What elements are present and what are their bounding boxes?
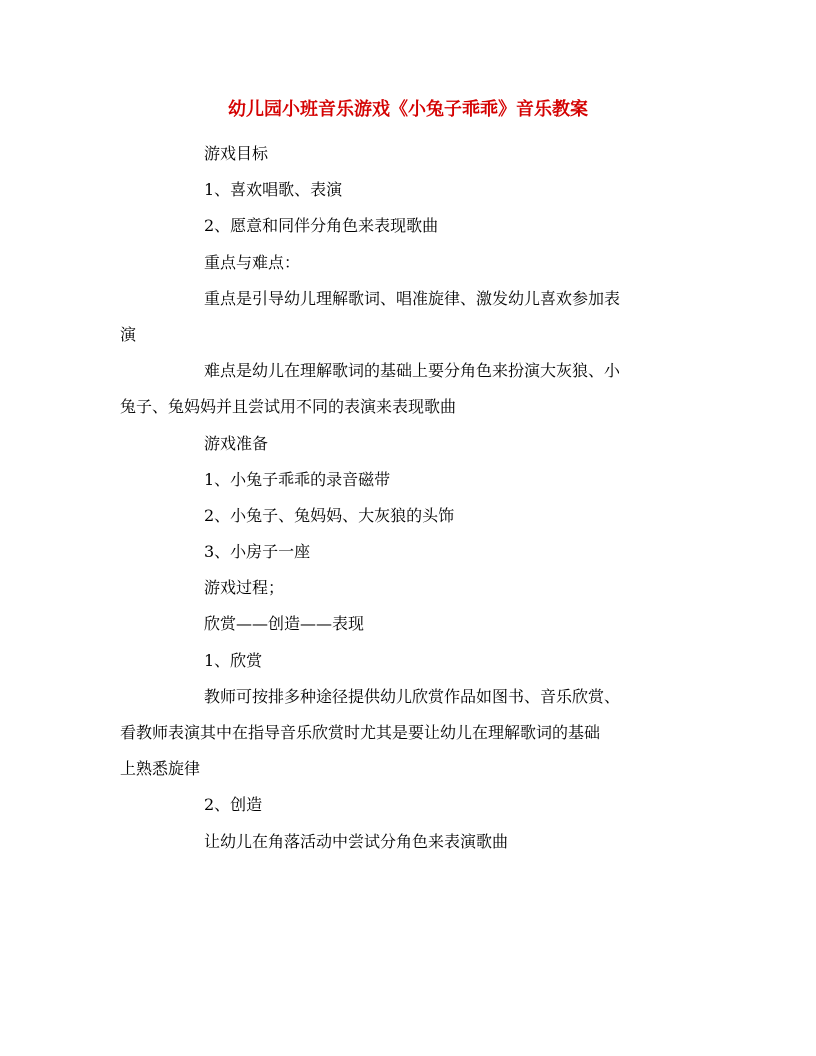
document-body <box>120 136 696 860</box>
document-title: 幼儿园小班音乐游戏《小兔子乖乖》音乐教案 <box>228 99 588 120</box>
body-line: 2、创造 <box>204 795 263 815</box>
body-line: 欣赏——创造——表现 <box>204 614 365 634</box>
body-line: 看教师表演其中在指导音乐欣赏时尤其是要让幼儿在理解歌词的基础 <box>120 723 601 742</box>
body-line: 上熟悉旋律 <box>120 759 201 779</box>
body-line: 兔子、兔妈妈并且尝试用不同的表演来表现歌曲 <box>120 397 457 417</box>
body-line: 1、小兔子乖乖的录音磁带 <box>204 469 391 489</box>
body-line: 演 <box>120 324 137 344</box>
body-line: 重点是引导幼儿理解歌词、唱准旋律、激发幼儿喜欢参加表 <box>204 288 621 308</box>
body-line: 教师可按排多种途径提供幼儿欣赏作品如图书、音乐欣赏、 <box>204 686 621 706</box>
body-line: 让幼儿在角落活动中尝试分角色来表演歌曲 <box>204 831 509 851</box>
body-line: 2、小兔子、兔妈妈、大灰狼的头饰 <box>204 505 455 525</box>
body-line: 重点与难点： <box>204 252 301 272</box>
body-line: 2、愿意和同伴分角色来表现歌曲 <box>204 216 439 236</box>
body-line: 游戏准备 <box>204 433 269 453</box>
body-line: 游戏目标 <box>204 144 269 163</box>
body-line: 3、小房子一座 <box>204 542 311 562</box>
body-line: 游戏过程； <box>204 578 285 598</box>
body-line: 1、喜欢唱歌、表演 <box>204 180 343 200</box>
body-line: 1、欣赏 <box>204 650 263 670</box>
body-line: 难点是幼儿在理解歌词的基础上要分角色来扮演大灰狼、小 <box>204 361 621 381</box>
